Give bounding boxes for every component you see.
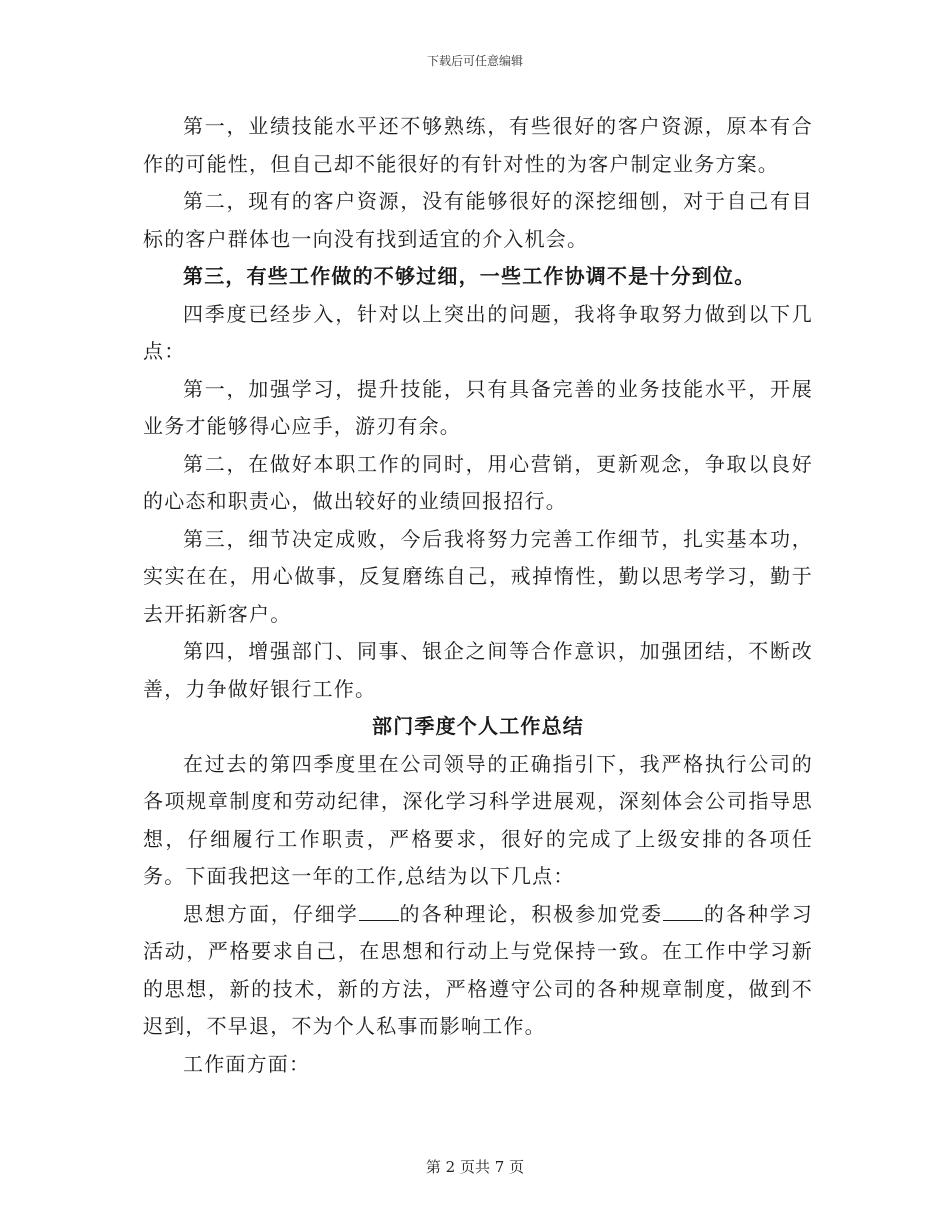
paragraph: 四季度已经步入，针对以上突出的问题，我将争取努力做到以下几点： bbox=[143, 301, 813, 363]
paragraph: 第一，加强学习，提升技能，只有具备完善的业务技能水平，开展业务才能够得心应手，游刃有余。 bbox=[143, 376, 813, 438]
fill-blank bbox=[663, 900, 703, 921]
paragraph: 工作面方面： bbox=[183, 1051, 311, 1076]
paragraph: 第四，增强部门、同事、银企之间等合作意识，加强团结，不断改善，力争做好银行工作。 bbox=[143, 639, 813, 701]
page-number: 第 2 页共 7 页 bbox=[425, 1158, 525, 1176]
paragraph: 第三，细节决定成败，今后我将努力完善工作细节，扎实基本功，实实在在，用心做事，反复磨练自己，戒掉惰性，勤以思考学习，勤于去开拓新客户。 bbox=[143, 526, 813, 626]
document-body bbox=[143, 108, 813, 1083]
paragraph-bold: 第三，有些工作做的不够过细，一些工作协调不是十分到位。 bbox=[183, 264, 756, 288]
paragraph: 第一，业绩技能水平还不够熟练，有些很好的客户资源，原本有合作的可能性，但自己却不能很好的有针对性的为客户制定业务方案。 bbox=[143, 114, 813, 176]
section-title: 部门季度个人工作总结 bbox=[372, 714, 584, 738]
paragraph-text: 的各种理论，积极参加党委 bbox=[398, 901, 664, 926]
fill-blank bbox=[359, 900, 399, 921]
paragraph-with-blanks bbox=[143, 896, 813, 1046]
paragraph-text: 的各种学习活动，严格要求自己，在思想和行动上与党保持一致。在工作中学习新的思想，新的技术，新的方法，严格遵守公司的各种规章制度，做到不迟到，不早退，不为个人私事而影响工作。 bbox=[143, 901, 813, 1038]
paragraph: 第二，在做好本职工作的同时，用心营销，更新观念，争取以良好的心态和职责心，做出较好的业绩回报招行。 bbox=[143, 451, 813, 513]
paragraph-text: 思想方面，仔细学 bbox=[183, 901, 359, 926]
paragraph: 在过去的第四季度里在公司领导的正确指引下，我严格执行公司的各项规章制度和劳动纪律，深化学习科学进展观，深刻体会公司指导思想，仔细履行工作职责，严格要求，很好的完成了上级安排的各项任务。下面我把这一年的工作,总结为以下几点： bbox=[143, 751, 813, 888]
page-header-note: 下载后可任意编辑 bbox=[426, 54, 523, 68]
paragraph: 第二，现有的客户资源，没有能够很好的深挖细刨，对于自己有目标的客户群体也一向没有找到适宜的介入机会。 bbox=[143, 189, 813, 251]
